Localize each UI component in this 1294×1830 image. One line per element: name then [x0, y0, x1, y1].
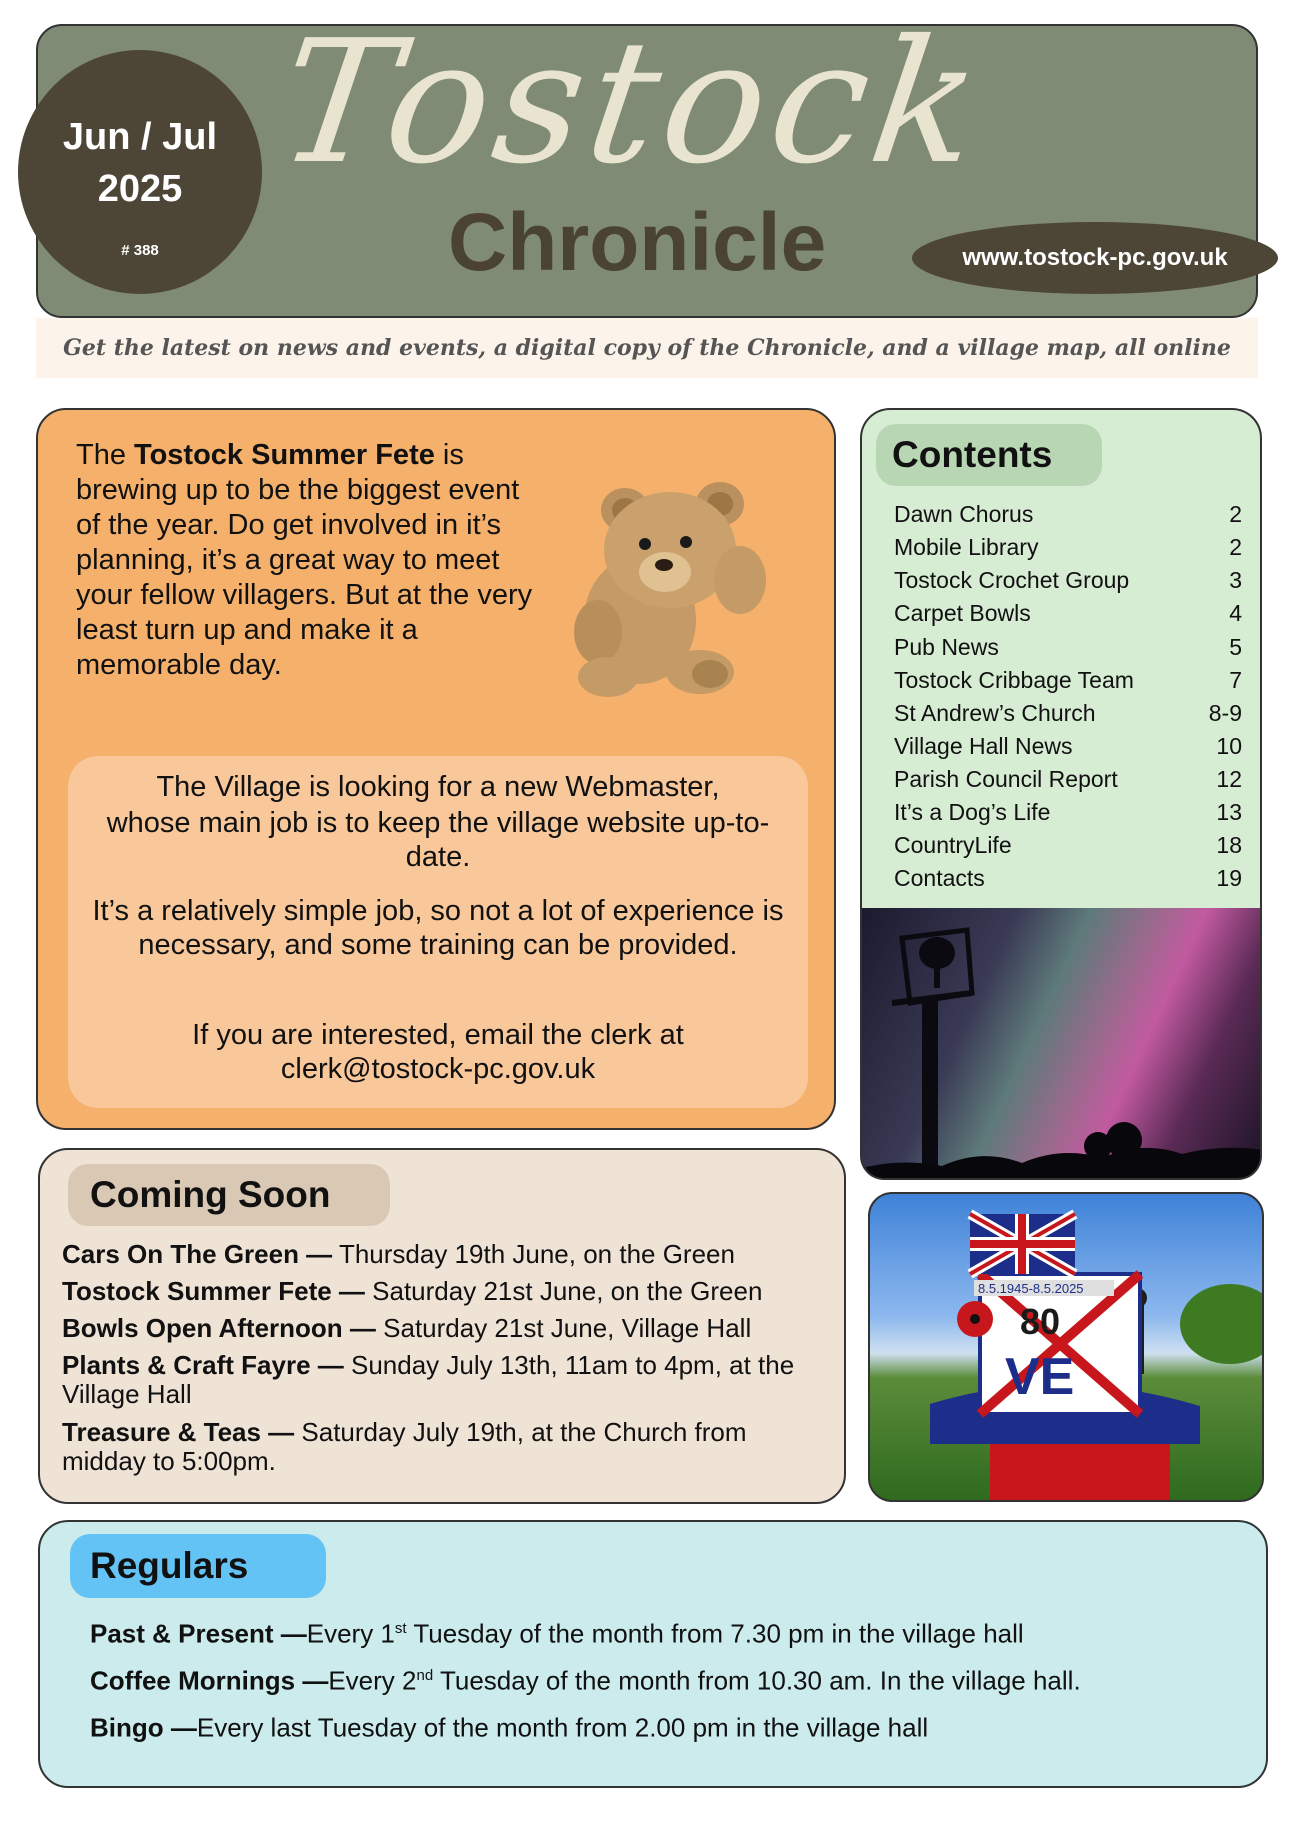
webmaster-heading: The Village is looking for a new Webmaster, — [156, 771, 720, 803]
contents-item[interactable] — [894, 697, 1242, 729]
regular-details: Every 2 — [328, 1665, 417, 1696]
regular-ordinal: st — [394, 1620, 407, 1637]
contents-item-label: Parish Council Report — [894, 766, 1118, 792]
postbox-number: 80 — [1020, 1301, 1061, 1342]
postbox-letters: VE — [1005, 1348, 1075, 1406]
contents-item-label: Tostock Cribbage Team — [894, 667, 1134, 693]
regular-name: Bingo — — [90, 1712, 197, 1743]
crochet-postbox-topper — [870, 1194, 1264, 1502]
contents-item-label: CountryLife — [894, 832, 1012, 858]
regular-item — [90, 1661, 1240, 1696]
issue-months: Jun / Jul — [62, 116, 218, 158]
event-details: Sunday July 13th, 11am to 4pm, at the Village Hall — [62, 1350, 795, 1409]
event-name: Tostock Summer Fete — — [62, 1276, 365, 1306]
contents-item-label: Carpet Bowls — [894, 600, 1031, 626]
contents-item[interactable] — [894, 664, 1242, 696]
contents-item-label: It’s a Dog’s Life — [894, 799, 1051, 825]
regular-item — [90, 1708, 1240, 1743]
contents-item-label: Pub News — [894, 634, 999, 660]
event-details: Saturday July 19th, at the Church from midday to 5:00pm. — [62, 1417, 747, 1476]
regular-name: Past & Present — — [90, 1618, 307, 1649]
regular-ordinal: nd — [416, 1667, 434, 1684]
contents-item[interactable] — [894, 862, 1242, 894]
contents-item-label: St Andrew’s Church — [894, 700, 1096, 726]
contents-item[interactable] — [894, 730, 1242, 762]
regular-details: Every 1 — [306, 1618, 395, 1649]
event-details: Thursday 19th June, on the Green — [332, 1239, 735, 1269]
event-item — [62, 1418, 822, 1476]
issue-number: # 388 — [121, 242, 159, 259]
webmaster-para3: If you are interested, email the clerk at — [192, 1019, 684, 1051]
contents-item-label: Tostock Crochet Group — [894, 567, 1130, 593]
contents-item-label: Mobile Library — [894, 534, 1039, 560]
regular-item — [90, 1614, 1240, 1649]
event-details: Saturday 21st June, on the Green — [364, 1276, 763, 1306]
event-item — [62, 1277, 822, 1306]
tagline: Get the latest on news and events, a digital copy of the Chronicle, and a village map, all online — [36, 318, 1258, 378]
title-chronicle: Chronicle — [448, 197, 827, 288]
contents-item-page: 13 — [1216, 799, 1242, 825]
contents-heading: Contents — [876, 424, 1102, 486]
event-name: Bowls Open Afternoon — — [62, 1313, 376, 1343]
contents-item-label: Contacts — [894, 865, 985, 891]
contents-item[interactable] — [894, 631, 1242, 663]
event-item — [62, 1314, 822, 1343]
contents-item[interactable] — [894, 531, 1242, 563]
contents-item[interactable] — [894, 498, 1242, 530]
ve-day-postbox-photo — [868, 1192, 1264, 1502]
contents-item-page: 4 — [1229, 600, 1242, 626]
event-name: Plants & Craft Fayre — — [62, 1350, 344, 1380]
issue-badge — [18, 50, 262, 294]
clerk-email-link[interactable]: clerk@tostock-pc.gov.uk — [280, 1053, 596, 1085]
event-item — [62, 1240, 822, 1269]
regulars-heading: Regulars — [70, 1534, 326, 1598]
fete-name: Tostock Summer Fete — [134, 439, 435, 471]
contents-item-page: 18 — [1216, 832, 1242, 858]
coming-soon-heading: Coming Soon — [68, 1164, 390, 1226]
contents-item[interactable] — [894, 564, 1242, 596]
contents-item[interactable] — [894, 763, 1242, 795]
contents-item-page: 3 — [1229, 567, 1242, 593]
title-tostock: Tostock — [268, 4, 997, 202]
contents-item[interactable] — [894, 597, 1242, 629]
contents-item-page: 2 — [1229, 534, 1242, 560]
event-item — [62, 1351, 822, 1409]
contents-item-page: 8-9 — [1208, 700, 1242, 726]
event-details: Saturday 21st June, Village Hall — [375, 1313, 752, 1343]
regular-details-rest: Tuesday of the month from 7.30 pm in the village hall — [406, 1618, 1024, 1649]
aurora-village-sign-photo — [860, 908, 1262, 1180]
event-name: Cars On The Green — — [62, 1239, 333, 1269]
regular-details-rest: Tuesday of the month from 10.30 am. In the village hall. — [433, 1665, 1081, 1696]
contents-item-label: Village Hall News — [894, 733, 1073, 759]
contents-item-page: 19 — [1216, 865, 1242, 891]
contents-item-page: 12 — [1216, 766, 1242, 792]
village-sign-silhouette — [862, 908, 1262, 1180]
issue-year: 2025 — [97, 168, 183, 210]
webmaster-line1: whose main job is to keep the village website up-to-date. — [106, 807, 770, 873]
postbox-sign-text: 8.5.1945-8.5.2025 — [978, 1281, 1084, 1296]
website-link[interactable]: www.tostock-pc.gov.uk — [912, 222, 1278, 294]
contents-item-label: Dawn Chorus — [894, 501, 1034, 527]
contents-item-page: 2 — [1229, 501, 1242, 527]
contents-item[interactable] — [894, 829, 1242, 861]
contents-item-page: 5 — [1229, 634, 1242, 660]
teddy-bear-image — [560, 462, 790, 702]
webmaster-para2: It’s a relatively simple job, so not a lot of experience is necessary, and some training can be provided. — [92, 895, 784, 961]
contents-item-page: 7 — [1229, 667, 1242, 693]
event-name: Treasure & Teas — — [62, 1417, 295, 1447]
regular-name: Coffee Mornings — — [90, 1665, 329, 1696]
fete-intro: The Tostock Summer Fete is brewing up to be the biggest event of the year. Do get involved in it’s planning, it’s a great way to meet your fellow villagers. But at the very least turn up and make it a memorable day. — [76, 439, 533, 681]
regular-details: Every last Tuesday of the month from 2.00 pm in the village hall — [196, 1712, 929, 1743]
contents-item[interactable] — [894, 796, 1242, 828]
contents-item-page: 10 — [1216, 733, 1242, 759]
